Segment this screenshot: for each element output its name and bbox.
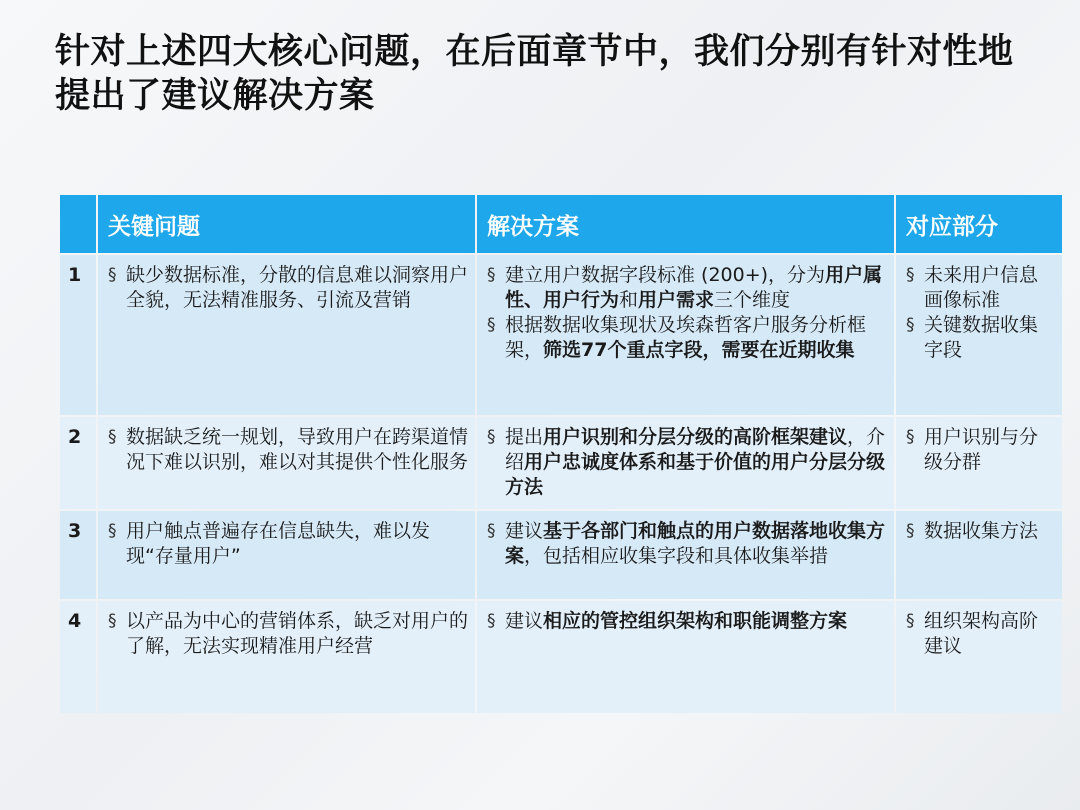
solution-cell bbox=[477, 255, 894, 415]
problem-cell bbox=[98, 511, 475, 599]
section-cell bbox=[896, 255, 1062, 415]
header-problem: 关键问题 bbox=[98, 195, 475, 253]
bold-text-segment: 相应的管控组织架构和职能调整方案 bbox=[543, 610, 848, 632]
header-section: 对应部分 bbox=[896, 195, 1062, 253]
solution-text bbox=[505, 609, 888, 634]
section-cell bbox=[896, 601, 1062, 713]
bullet-marker: § bbox=[487, 521, 496, 541]
row-number: 3 bbox=[60, 511, 96, 599]
solution-text bbox=[505, 425, 888, 500]
bullet-marker: § bbox=[906, 611, 915, 631]
problem-text: 用户触点普遍存在信息缺失，难以发现“存量用户” bbox=[126, 520, 431, 567]
bullet-marker: § bbox=[487, 611, 496, 631]
header-num bbox=[60, 195, 96, 253]
text-segment: 和 bbox=[619, 289, 639, 311]
section-text: 数据收集方法 bbox=[924, 520, 1039, 542]
solution-cell bbox=[477, 511, 894, 599]
section-text: 未来用户信息画像标准 bbox=[924, 264, 1039, 311]
solution-text bbox=[505, 263, 888, 313]
table-header-row bbox=[60, 195, 1062, 253]
problem-text: 数据缺乏统一规划，导致用户在跨渠道情况下难以识别，难以对其提供个性化服务 bbox=[126, 426, 469, 473]
section-text: 用户识别与分级分群 bbox=[924, 426, 1039, 473]
bold-text-segment: 用户忠诚度体系和基于价值的用户分层分级方法 bbox=[505, 451, 886, 498]
bullet-marker: § bbox=[487, 265, 496, 285]
problem-text: 缺少数据标准，分散的信息难以洞察用户全貌，无法精准服务、引流及营销 bbox=[126, 264, 469, 311]
bullet-marker: § bbox=[108, 611, 117, 631]
section-cell bbox=[896, 511, 1062, 599]
solution-cell bbox=[477, 601, 894, 713]
solution-text bbox=[505, 313, 888, 363]
header-solution: 解决方案 bbox=[477, 195, 894, 253]
table-row bbox=[60, 601, 1062, 713]
row-number: 4 bbox=[60, 601, 96, 713]
bullet-marker: § bbox=[487, 427, 496, 447]
text-segment: ，包括相应收集字段和具体收集举措 bbox=[524, 545, 829, 567]
page-title: 针对上述四大核心问题，在后面章节中，我们分别有针对性地提出了建议解决方案 bbox=[55, 32, 1014, 116]
bullet-marker: § bbox=[906, 315, 915, 335]
table-row bbox=[60, 417, 1062, 509]
text-segment: 根据数据收集现状及埃森哲客户服务分析框架， bbox=[505, 314, 867, 361]
text-segment: 建立用户数据字段标准 (200+)，分为 bbox=[505, 264, 826, 286]
bullet-marker: § bbox=[108, 521, 117, 541]
bold-text-segment: 用户识别和分层分级的高阶框架建议 bbox=[543, 426, 848, 448]
text-segment: 建议 bbox=[505, 610, 544, 632]
bold-text-segment: 基于各部门和触点的用户数据落地收集方案 bbox=[505, 520, 886, 567]
bullet-marker: § bbox=[487, 315, 496, 335]
text-segment: 三个维度 bbox=[714, 289, 791, 311]
bold-text-segment: 筛选77个重点字段，需要在近期收集 bbox=[543, 339, 855, 361]
bold-text-segment: 用户需求 bbox=[638, 289, 715, 311]
problem-cell bbox=[98, 417, 475, 509]
problem-text: 以产品为中心的营销体系，缺乏对用户的了解，无法实现精准用户经营 bbox=[126, 610, 469, 657]
bullet-marker: § bbox=[108, 427, 117, 447]
bullet-marker: § bbox=[906, 427, 915, 447]
table-row bbox=[60, 511, 1062, 599]
table-row bbox=[60, 255, 1062, 415]
section-text: 组织架构高阶建议 bbox=[924, 610, 1039, 657]
bullet-marker: § bbox=[108, 265, 117, 285]
text-segment: 建议 bbox=[505, 520, 544, 542]
problem-cell bbox=[98, 601, 475, 713]
solutions-table bbox=[58, 193, 1064, 715]
section-text: 关键数据收集字段 bbox=[924, 314, 1039, 361]
bold-text-segment: 用户属性、用户行为 bbox=[505, 264, 883, 311]
section-cell bbox=[896, 417, 1062, 509]
row-number: 1 bbox=[60, 255, 96, 415]
bullet-marker: § bbox=[906, 265, 915, 285]
text-segment: 提出 bbox=[505, 426, 544, 448]
text-segment: ，介绍 bbox=[505, 426, 886, 473]
problem-cell bbox=[98, 255, 475, 415]
solution-text bbox=[505, 519, 888, 569]
solution-cell bbox=[477, 417, 894, 509]
row-number: 2 bbox=[60, 417, 96, 509]
bullet-marker: § bbox=[906, 521, 915, 541]
